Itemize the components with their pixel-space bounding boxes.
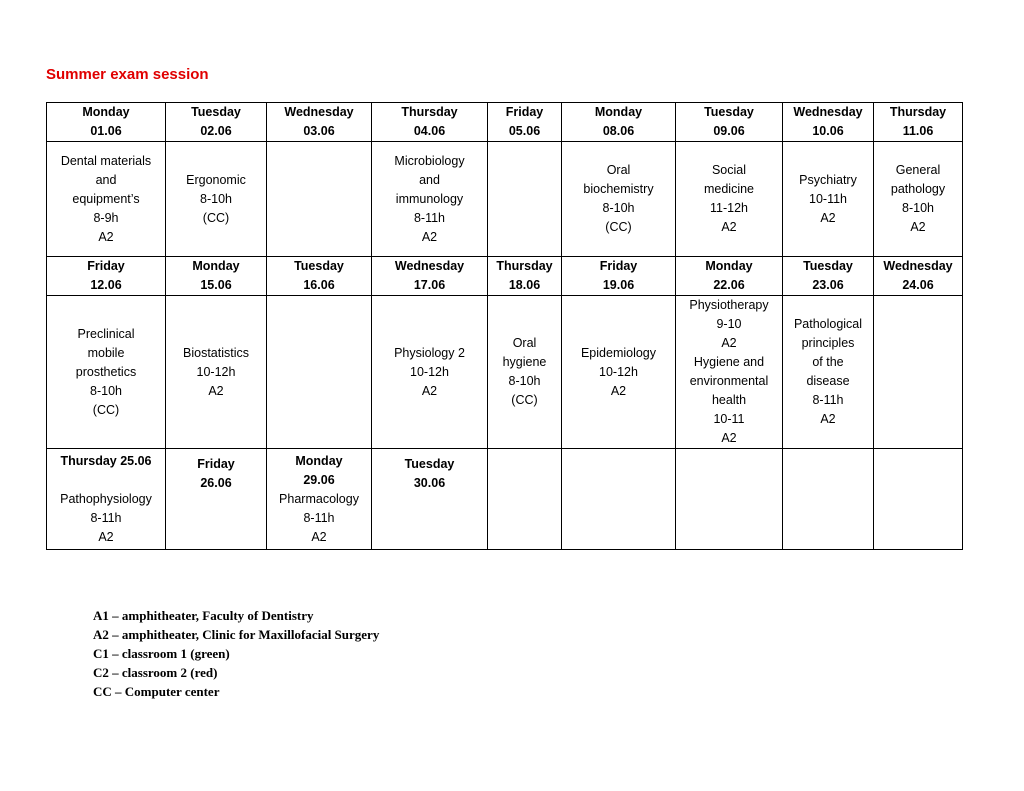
empty-cell — [267, 296, 372, 449]
exam-line: Dental materials — [60, 153, 152, 168]
exam-line: 8-10h — [902, 201, 934, 215]
day-header-line: 16.06 — [303, 278, 335, 292]
exam-line: 10-12h — [599, 364, 638, 379]
exam-schedule-table — [46, 102, 963, 550]
day-header-cell — [783, 103, 874, 142]
exam-line: (CC) — [92, 402, 120, 417]
exam-line: mobile — [87, 345, 125, 360]
day-header-line: 01.06 — [90, 124, 122, 138]
day-header-cell — [488, 257, 562, 296]
day-header-line: Friday — [599, 259, 638, 273]
exam-line: Pharmacology — [279, 491, 359, 506]
legend-item: C1 – classroom 1 (green) — [93, 646, 230, 661]
exam-line: 8-11h — [413, 210, 446, 225]
exam-line — [49, 471, 163, 490]
day-header-cell — [166, 103, 267, 142]
exam-line: health — [711, 393, 747, 407]
exam-cell — [488, 296, 562, 449]
exam-row — [47, 296, 963, 449]
day-header-line: 04.06 — [413, 124, 446, 138]
exam-cell — [372, 449, 488, 550]
day-header-line: 08.06 — [602, 124, 635, 138]
exam-line: Social — [711, 163, 747, 177]
exam-line: 8-10h — [200, 191, 232, 206]
day-header-line: Friday — [87, 259, 125, 273]
exam-line: A2 — [421, 229, 438, 244]
page-title: Summer exam session — [46, 66, 209, 83]
exam-cell — [783, 449, 874, 550]
exam-cell — [488, 449, 562, 550]
day-header-line: 15.06 — [200, 278, 232, 292]
day-header-line: Monday — [705, 259, 753, 273]
exam-line: A2 — [721, 220, 737, 234]
exam-line: and — [95, 172, 117, 187]
day-header-line: 24.06 — [902, 278, 934, 292]
day-header-line: 18.06 — [508, 278, 541, 292]
exam-line: 10-11 — [713, 412, 745, 426]
exam-cell — [372, 142, 488, 257]
exam-cell — [783, 296, 874, 449]
day-header-line: Friday — [197, 457, 235, 471]
empty-cell — [488, 142, 562, 257]
day-header-line: Wednesday — [883, 259, 953, 273]
exam-line: prosthetics — [75, 364, 137, 379]
exam-line: Physiotherapy — [689, 298, 769, 312]
exam-row — [47, 142, 963, 257]
exam-line: A2 — [208, 383, 224, 398]
exam-line: Physiology 2 — [394, 345, 465, 360]
exam-line: 8-11h — [812, 393, 844, 407]
exam-line: Microbiology — [394, 153, 465, 168]
day-header-cell — [267, 103, 372, 142]
exam-cell — [874, 449, 963, 550]
day-header-cell — [372, 257, 488, 296]
exam-line: and — [419, 172, 440, 187]
day-header-line: 11.06 — [902, 124, 934, 138]
exam-line: A2 — [98, 529, 114, 544]
exam-line: 8-10h — [602, 201, 635, 215]
day-header-line: Tuesday — [191, 105, 241, 119]
empty-cell — [874, 296, 963, 449]
day-header-line: Monday — [82, 105, 130, 119]
exam-line: 8-10h — [508, 374, 541, 388]
day-header-line: Monday — [192, 259, 240, 273]
day-header-row — [47, 103, 963, 142]
exam-line: A2 — [311, 529, 327, 544]
exam-line: A2 — [820, 412, 836, 426]
exam-line: Ergonomic — [186, 172, 246, 187]
exam-cell — [676, 449, 783, 550]
exam-line: General — [895, 163, 941, 177]
day-header-line: 03.06 — [303, 124, 335, 138]
day-header-line: 30.06 — [413, 476, 446, 490]
exam-cell — [874, 142, 963, 257]
day-header-line: Monday — [594, 105, 643, 119]
day-header-line: Thursday — [401, 105, 458, 119]
exam-line: 11-12h — [710, 201, 748, 215]
exam-cell — [676, 296, 783, 449]
exam-cell — [562, 449, 676, 550]
exam-cell — [267, 449, 372, 550]
day-header-line: Friday — [505, 105, 544, 119]
day-header-cell — [676, 103, 783, 142]
exam-line: Epidemiology — [580, 345, 657, 360]
exam-line: A2 — [910, 220, 926, 234]
day-header-line: 29.06 — [303, 472, 335, 487]
exam-line: Preclinical — [77, 326, 135, 341]
day-header-line: Wednesday — [394, 259, 465, 273]
day-header-cell — [488, 103, 562, 142]
day-header-row — [47, 257, 963, 296]
exam-cell — [676, 142, 783, 257]
day-header-line: Tuesday — [404, 457, 455, 471]
empty-cell — [267, 142, 372, 257]
exam-cell — [166, 296, 267, 449]
exam-cell — [562, 142, 676, 257]
exam-cell — [166, 142, 267, 257]
exam-line: immunology — [395, 191, 464, 206]
exam-line: 8-11h — [303, 510, 335, 525]
exam-cell — [562, 296, 676, 449]
day-header-line: 22.06 — [713, 278, 745, 292]
exam-line: 8-9h — [93, 210, 119, 225]
exam-line: equipment’s — [72, 191, 140, 206]
day-header-line: 05.06 — [508, 124, 541, 138]
exam-line: 8-11h — [90, 510, 122, 525]
exam-cell — [47, 142, 166, 257]
exam-line: A2 — [610, 383, 627, 398]
exam-line: Oral — [606, 163, 631, 177]
day-header-cell — [874, 103, 963, 142]
exam-line: of the — [812, 355, 844, 369]
day-header-cell — [166, 257, 267, 296]
exam-line: disease — [806, 374, 850, 388]
exam-line: 10-11h — [809, 191, 847, 206]
day-header-line: 19.06 — [602, 278, 635, 292]
exam-line: Pathological — [793, 317, 863, 331]
exam-line: 10-12h — [410, 364, 449, 379]
day-header-cell — [372, 103, 488, 142]
exam-cell — [47, 449, 166, 550]
exam-line: pathology — [890, 182, 946, 196]
day-header-cell — [267, 257, 372, 296]
day-header-cell — [562, 257, 676, 296]
day-header-line: Tuesday — [704, 105, 754, 119]
exam-line: A2 — [721, 336, 737, 350]
exam-row — [47, 449, 963, 550]
legend-item: CC – Computer center — [93, 684, 220, 699]
exam-line: 9-10 — [716, 317, 742, 331]
day-header-line: 09.06 — [713, 124, 745, 138]
legend-item: C2 – classroom 2 (red) — [93, 665, 218, 680]
exam-cell — [166, 449, 267, 550]
exam-line: Oral — [512, 336, 537, 350]
exam-line: A2 — [820, 210, 836, 225]
exam-line: (CC) — [605, 220, 632, 234]
exam-line: Hygiene and — [693, 355, 765, 369]
day-header-line: Thursday — [496, 259, 553, 273]
day-header-cell — [47, 103, 166, 142]
exam-line: 10-12h — [196, 364, 236, 379]
day-header-line: 17.06 — [413, 278, 446, 292]
exam-line: Pathophysiology — [60, 491, 152, 506]
day-header-line: 02.06 — [200, 124, 232, 138]
day-header-line: Wednesday — [793, 105, 863, 119]
day-header-line: 26.06 — [200, 476, 232, 490]
exam-line: A2 — [421, 383, 438, 398]
exam-line: Psychiatry — [799, 172, 857, 187]
exam-cell — [783, 142, 874, 257]
exam-line: (CC) — [202, 210, 230, 225]
day-header-line: Thursday 25.06 — [60, 453, 152, 468]
exam-line: biochemistry — [583, 182, 654, 196]
room-legend — [93, 606, 379, 701]
exam-line: environmental — [689, 374, 769, 388]
exam-cell — [372, 296, 488, 449]
exam-line: hygiene — [502, 355, 547, 369]
exam-line: (CC) — [511, 393, 538, 407]
legend-item: A1 – amphitheater, Faculty of Dentistry — [93, 608, 314, 623]
exam-line: 8-10h — [90, 383, 122, 398]
day-header-line: 12.06 — [90, 278, 122, 292]
day-header-cell — [676, 257, 783, 296]
exam-line: A2 — [98, 229, 114, 244]
day-header-line: Wednesday — [284, 105, 354, 119]
day-header-line: Thursday — [889, 105, 947, 119]
day-header-line: 23.06 — [812, 278, 844, 292]
exam-cell — [47, 296, 166, 449]
day-header-line: Monday — [295, 453, 343, 468]
day-header-cell — [874, 257, 963, 296]
exam-line: Biostatistics — [183, 345, 249, 360]
day-header-line: 10.06 — [812, 124, 844, 138]
exam-line: principles — [801, 336, 855, 350]
day-header-cell — [562, 103, 676, 142]
legend-item: A2 – amphitheater, Clinic for Maxillofacial Surgery — [93, 627, 380, 642]
exam-line: medicine — [703, 182, 755, 196]
exam-line: A2 — [721, 431, 737, 445]
day-header-line: Tuesday — [803, 259, 853, 273]
day-header-cell — [47, 257, 166, 296]
day-header-line: Tuesday — [294, 259, 344, 273]
day-header-cell — [783, 257, 874, 296]
